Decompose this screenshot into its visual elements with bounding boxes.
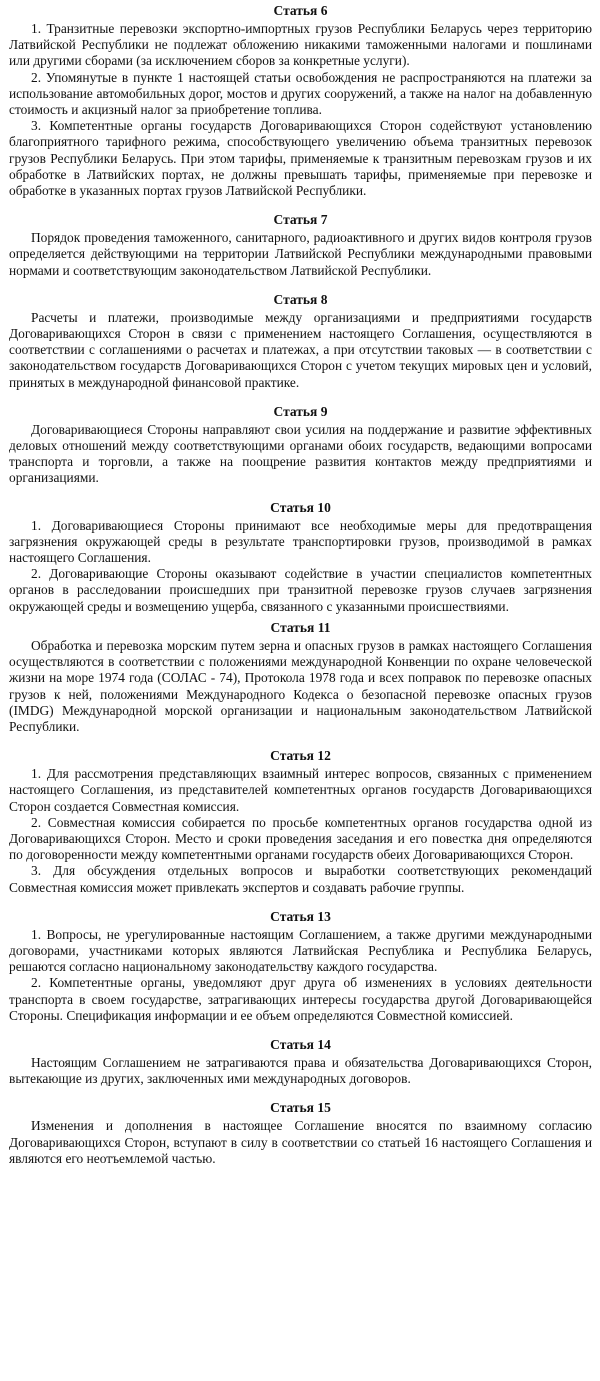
article-paragraph: Обработка и перевозка морским путем зерна и опасных грузов в рамках настоящего Соглашения осуществляются в соответствии с положениями международной Конвенции по охране человеческой жизни на море 1974 года (СОЛАС - 74), Протокола 1978 года и всех поправок по перевозке опасных грузов к ней, положениями Международного Кодекса о безопасной перевозке опасных грузов (IMDG) Международной морской организации и национальным законодательством Латвийской Республики.	[9, 637, 592, 734]
article-12	[9, 747, 592, 896]
article-paragraph: 2. Компетентные органы, уведомляют друг друга об изменениях в условиях деятельности транспорта в своем государстве, затрагивающих интересы государства другой Договаривающейся Стороны. Спецификация информации и ее объем определяются Совместной комиссией.	[9, 975, 592, 1023]
article-paragraph: 1. Для рассмотрения представляющих взаимный интерес вопросов, связанных с применением настоящего Соглашения, из представителей компетентных органов государств Договаривающихся Сторон создается Совместная комиссия.	[9, 766, 592, 814]
article-heading: Статья 11	[270, 619, 331, 635]
article-11	[9, 619, 592, 735]
article-heading: Статья 13	[270, 908, 331, 924]
article-heading: Статья 14	[270, 1036, 331, 1052]
article-paragraph: Порядок проведения таможенного, санитарного, радиоактивного и других видов контроля грузов определяется действующими на территории Латвийской Республики международными правовыми нормами и соответствующим законодательством Латвийской Республики.	[9, 230, 592, 278]
article-14	[9, 1036, 592, 1087]
article-15	[9, 1099, 592, 1167]
article-13	[9, 908, 592, 1024]
article-heading: Статья 15	[270, 1100, 331, 1116]
article-heading: Статья 7	[273, 212, 328, 228]
article-paragraph: 1. Транзитные перевозки экспортно-импортных грузов Республики Беларусь через территорию Латвийской Республики не подлежат обложению никакими таможенными налогами и пошлинами или другими сборами (за исключением сборов за конкретные услуги).	[9, 21, 592, 69]
article-heading: Статья 9	[273, 403, 328, 419]
article-heading: Статья 6	[273, 3, 328, 18]
article-6	[9, 2, 592, 199]
article-8	[9, 291, 592, 391]
article-paragraph: 2. Упомянутые в пункте 1 настоящей статьи освобождения не распространяются на платежи за использование автомобильных дорог, мостов и других сооружений, а также на налог на добавленную стоимость и акцизный налог за приобретение топлива.	[9, 69, 592, 118]
article-paragraph: Настоящим Соглашением не затрагиваются права и обязательства Договаривающихся Сторон, вытекающие из других, заключенных ими международных договоров.	[9, 1054, 592, 1087]
article-9	[9, 403, 592, 487]
article-paragraph: 1. Вопросы, не урегулированные настоящим Соглашением, а также другими международными договорами, участниками которых являются Латвийская Республика и Республика Беларусь, решаются согласно национальному законодательству каждого государства.	[9, 926, 592, 975]
article-heading: Статья 10	[270, 499, 331, 515]
article-heading: Статья 12	[270, 748, 331, 764]
article-paragraph: Изменения и дополнения в настоящее Соглашение вносятся по взаимному согласию Договаривающихся Сторон, вступают в силу в соответствии со статьей 16 настоящего Соглашения и являются его неотъемлемой частью.	[9, 1118, 592, 1166]
article-10	[9, 499, 592, 615]
article-paragraph: 2. Совместная комиссия собирается по просьбе компетентных органов государства одной из Договаривающихся Сторон. Место и сроки проведения заседания и его повестка дня определяются по договоренности между компетентными органами государств обеих Договаривающихся Сторон.	[9, 814, 592, 863]
article-heading: Статья 8	[273, 291, 328, 307]
article-paragraph: 1. Договаривающиеся Стороны принимают все необходимые меры для предотвращения загрязнения окружающей среды в результате транспортировки грузов, производимой в рамках настоящего Соглашения.	[9, 517, 592, 566]
article-paragraph: 2. Договаривающие Стороны оказывают содействие в участии специалистов компетентных органов в расследовании происшедших при транзитной перевозке грузов случаев загрязнения окружающей среды и возмещению ущерба, связанного с указанными происшествиями.	[9, 566, 592, 614]
article-paragraph: 3. Для обсуждения отдельных вопросов и выработки соответствующих рекомендаций Совместная комиссия может привлекать экспертов и создавать рабочие группы.	[9, 863, 592, 895]
article-paragraph: 3. Компетентные органы государств Договаривающихся Сторон содействуют установлению благоприятного тарифного режима, способствующего увеличению объема транзитных перевозок грузов Республики Беларусь. При этом тарифы, применяемые к транзитным перевозкам грузов и их обработке в Латвийских портах, не должны превышать тарифы, применяемые при перевозке и обработке в указанных портах грузов Латвийской Республики.	[9, 118, 592, 199]
article-paragraph: Расчеты и платежи, производимые между организациями и предприятиями государств Договаривающихся Сторон в связи с применением настоящего Соглашения, осуществляются в соответствии с соглашениями о расчетах и платежах, а при отсутствии таковых — в соответствии с законодательством государств Договаривающихся Сторон с учетом текущих мировых цен и условий, принятых в международной финансовой практике.	[9, 309, 592, 390]
article-paragraph: Договаривающиеся Стороны направляют свои усилия на поддержание и развитие эффективных деловых отношений между соответствующими органами обоих государств, ведающими вопросами транспорта и торговли, а также на поощрение развития контактов между предприятиями и организациями.	[9, 421, 592, 486]
article-7	[9, 211, 592, 279]
